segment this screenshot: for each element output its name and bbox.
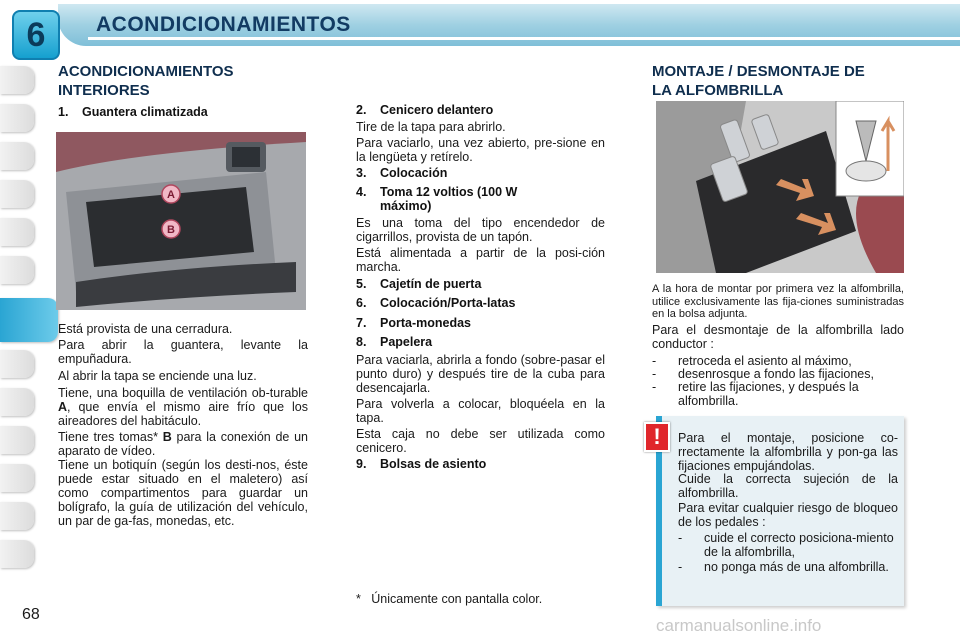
item-7-heading — [356, 316, 471, 330]
footnote: * Únicamente con pantalla color. — [356, 592, 543, 606]
page-number: 68 — [22, 606, 40, 623]
chapter-tab-3[interactable] — [0, 142, 34, 170]
paragraph: Para vaciarla, abrirla a fondo (sobre-pasar el punto duro) y después tire de la cuba para desencajarla. — [356, 353, 605, 395]
label-a: A — [167, 189, 175, 201]
chapter-tab-6[interactable] — [0, 256, 34, 284]
paragraph: Esta caja no debe ser utilizada como cenicero. — [356, 427, 605, 455]
paragraph: Para el desmontaje de la alfombrilla lado conductor : — [652, 323, 904, 351]
chapter-tab-9[interactable] — [0, 388, 34, 416]
text-span: Tiene tres tomas* — [58, 430, 163, 444]
paragraph: Para volverla a colocar, bloquéela en la tapa. — [356, 397, 605, 425]
chapter-tab-11[interactable] — [0, 464, 34, 492]
chapter-tab-2[interactable] — [0, 104, 34, 132]
section-title-line1: MONTAJE / DESMONTAJE DE — [652, 63, 865, 80]
paragraph-ventilation — [58, 386, 308, 428]
warning-paragraph: Para evitar cualquier riesgo de bloqueo de los pedales : — [678, 501, 898, 529]
item-label: Toma 12 voltios (100 W máximo) — [380, 185, 518, 213]
warning-icon: ! — [644, 422, 670, 452]
chapter-badge — [12, 10, 60, 60]
glovebox-image — [56, 132, 306, 310]
chapter-tab-12[interactable] — [0, 502, 34, 530]
paragraph: Está provista de una cerradura. — [58, 322, 233, 336]
item-number: 5. — [356, 277, 367, 291]
item-label: Bolsas de asiento — [380, 457, 487, 471]
item-8-heading — [356, 335, 432, 349]
list-item-text: retire las fijaciones, y después la alfombrilla. — [678, 380, 859, 408]
list-item-text: cuide el correcto posiciona-miento de la alfombrilla, — [704, 531, 894, 559]
item-number: 3. — [356, 166, 367, 180]
chapter-tab-10[interactable] — [0, 426, 34, 454]
section-title-interiores — [58, 62, 298, 100]
warning-paragraph: Cuide la correcta sujeción de la alfombrilla. — [678, 472, 898, 500]
list-item-text: no ponga más de una alfombrilla. — [704, 560, 889, 574]
text-span: para la conexión de un aparato de vídeo. — [58, 430, 308, 458]
section-title-line1: ACONDICIONAMIENTOS — [58, 63, 234, 80]
item-number: 1. — [58, 105, 69, 119]
paragraph: Para abrir la guantera, levante la empuñadura. — [58, 338, 308, 366]
chapter-number: 6 — [26, 15, 46, 54]
chapter-tab-4[interactable] — [0, 180, 34, 208]
label-b-ref: B — [162, 430, 172, 444]
item-label: Papelera — [380, 335, 433, 349]
item-5-heading — [356, 277, 481, 291]
paragraph: Tire de la tapa para abrirlo. — [356, 120, 506, 134]
watermark: carmanualsonline.info — [656, 616, 822, 635]
paragraph: Al abrir la tapa se enciende una luz. — [58, 369, 257, 383]
glovebox-illustration — [56, 132, 306, 310]
item-label: Colocación/Porta-latas — [380, 296, 516, 310]
list-item-text: desenrosque a fondo las fijaciones, — [678, 367, 874, 381]
item-9-heading — [356, 457, 486, 471]
text-span: Tiene, una boquilla de ventilación ob-turable — [58, 386, 308, 400]
item-label: Colocación — [380, 166, 448, 180]
item-number: 8. — [356, 335, 367, 349]
image-caption: A la hora de montar por primera vez la alfombrilla, utilice exclusivamente las fija-ciones suministradas en la bolsa adjunta. — [652, 283, 904, 320]
item-label: Cajetín de puerta — [380, 277, 482, 291]
list-item-text: retroceda el asiento al máximo, — [678, 354, 852, 368]
dash-marker: - — [652, 367, 657, 381]
item-label: Porta-monedas — [380, 316, 471, 330]
floormat-image — [656, 101, 904, 273]
dash-marker: - — [652, 380, 657, 394]
chapter-tab-5[interactable] — [0, 218, 34, 246]
section-title-line2: INTERIORES — [58, 82, 150, 99]
item-2-heading — [356, 103, 493, 117]
item-number: 6. — [356, 296, 367, 310]
chapter-tab-active[interactable] — [0, 298, 58, 342]
text-span: , que envía el mismo aire frío que los aireadores del habitáculo. — [58, 400, 308, 428]
list-item — [652, 367, 904, 381]
paragraph: Está alimentada a partir de la posi-ción marcha. — [356, 246, 605, 274]
dash-marker: - — [678, 560, 683, 574]
label-b: B — [167, 224, 175, 236]
item-3-heading — [356, 166, 447, 180]
item-number: 7. — [356, 316, 367, 330]
paragraph: Tiene un botiquín (según los desti-nos, éste puede estar situado en el maletero) así como compartimentos para guardar un bolígrafo, la guía de utilización del vehículo, un par de ga-fas, monedas, etc. — [58, 458, 308, 528]
warning-list-item — [678, 560, 898, 574]
warning-paragraph: Para el montaje, posicione co-rrectamente la alfombrilla y pon-ga las fijaciones empujándolas. — [678, 431, 898, 473]
dash-marker: - — [652, 354, 657, 368]
paragraph: Para vaciarlo, una vez abierto, pre-sione en la lengüeta y retírelo. — [356, 136, 605, 164]
item-label: Cenicero delantero — [380, 103, 494, 117]
chapter-tab-13[interactable] — [0, 540, 34, 568]
section-title-line2: LA ALFOMBRILLA — [652, 82, 784, 99]
list-item — [652, 380, 904, 408]
chapter-tab-8[interactable] — [0, 350, 34, 378]
item-label: Guantera climatizada — [82, 105, 208, 119]
item-6-heading — [356, 296, 515, 310]
item-number: 4. — [356, 185, 367, 199]
paragraph-sockets — [58, 430, 308, 458]
floormat-illustration — [656, 101, 904, 273]
page-title: ACONDICIONAMIENTOS — [96, 13, 351, 36]
item-number: 9. — [356, 457, 367, 471]
paragraph: Es una toma del tipo encendedor de cigarrillos, provista de un tapón. — [356, 216, 605, 244]
item-1-heading — [58, 105, 208, 119]
label-a-ref: A — [58, 400, 68, 414]
section-title-alfombrilla — [652, 62, 912, 100]
chapter-tab-1[interactable] — [0, 66, 34, 94]
warning-list-item — [678, 531, 898, 559]
dash-marker: - — [678, 531, 683, 545]
list-item — [652, 354, 904, 368]
item-number: 2. — [356, 103, 367, 117]
item-4-heading — [356, 185, 556, 213]
